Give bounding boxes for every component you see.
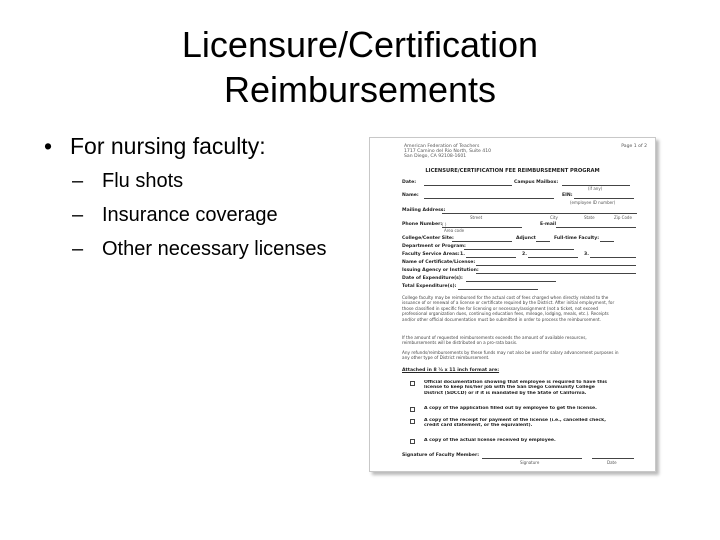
checklist-item — [410, 406, 640, 413]
slide-title-line2: Reimbursements — [223, 69, 497, 110]
checklist-line: District (SDCCD) or if it is mandated by the State of California. — [424, 390, 587, 396]
sub-item — [44, 232, 364, 266]
service-line — [590, 252, 636, 258]
dash-icon: – — [72, 238, 84, 260]
org-line: American Federation of Teachers — [404, 144, 480, 149]
adjunct-line — [536, 236, 550, 242]
form-row-mailing — [402, 208, 642, 215]
form-row-signature — [402, 453, 642, 460]
checklist-line: credit card statement, or the equivalent). — [424, 423, 533, 429]
policy-paragraph-2 — [402, 335, 640, 346]
checklist-line: Official documentation showing that employee is required to have this — [424, 380, 608, 385]
dept-label: Department or Program: — [402, 244, 466, 249]
org-line: 1717 Camino del Rio North, Suite 410 — [404, 149, 492, 155]
sub-item-text: Other necessary licenses — [102, 238, 327, 260]
college-line — [452, 236, 512, 242]
addr-col: City — [550, 215, 558, 220]
para-line: College faculty may be reimbursed for the actual cost of fees charged when directly related to the — [402, 295, 609, 300]
sub-item-text: Flu shots — [102, 170, 184, 192]
sig-cols-row — [402, 460, 642, 466]
para-line: and/or other official documentation must be submitted in order to process the reimbursement. — [402, 316, 601, 322]
ein-label: EIN: — [562, 193, 573, 198]
para-line: issuance of or renewal of a license or certificate required by the District. After initial employment, for — [402, 300, 615, 306]
signature-line — [482, 453, 582, 459]
checklist-text — [424, 438, 636, 443]
agency-label: Issuing Agency or Institution: — [402, 268, 479, 273]
para-line: reimbursements will be distributed on a pro-rata basis. — [402, 340, 518, 346]
checklist-line: A copy of the application filled out by employee to get the license. — [424, 406, 597, 411]
addr-cols-row — [402, 215, 642, 221]
checkbox-icon — [410, 381, 415, 386]
checkbox-icon — [410, 439, 415, 444]
mailbox-hint: (if any) — [588, 186, 603, 191]
para-line: any other type of District reimbursement. — [402, 355, 490, 361]
form-row-cert — [402, 260, 642, 267]
checkbox-icon — [410, 419, 415, 424]
mailing-label: Mailing Address: — [402, 208, 446, 213]
checklist-text — [424, 406, 636, 411]
bullet-text: For nursing faculty: — [70, 133, 266, 159]
addr-col: Street — [470, 215, 483, 220]
para-line: Any refunds/reimbursements by these funds may not also be used for salary advancement purposes in — [402, 350, 619, 355]
college-label: College/Center Site: — [402, 236, 454, 241]
form-row-name — [402, 193, 642, 200]
checklist-item — [410, 380, 640, 400]
checklist-line: A copy of the receipt for payment of the license (i.e., cancelled check, — [424, 418, 606, 423]
signature-label: Signature of Faculty Member: — [402, 453, 480, 458]
date-label: Date: — [402, 180, 417, 185]
checklist-text — [424, 380, 636, 396]
checklist-line: license to keep his/her job with the San Diego Community College — [424, 385, 595, 391]
checklist-line: A copy of the actual license received by employee. — [424, 438, 556, 443]
total-line — [458, 284, 538, 290]
form-row-expend — [402, 276, 642, 283]
area-code: Area code — [444, 228, 465, 233]
sub-item — [44, 198, 364, 232]
form-row-total — [402, 284, 642, 291]
mailbox-hint-row — [402, 186, 642, 192]
ein-line — [574, 193, 634, 199]
name-label: Name: — [402, 193, 419, 198]
para-line: If the amount of requested reimbursements exceeds the amount of available resources, — [402, 335, 587, 340]
mailing-line — [442, 208, 637, 214]
total-label: Total Expenditure(s): — [402, 284, 457, 289]
sub-item — [44, 164, 364, 198]
ein-hint: (employee ID number) — [570, 200, 616, 205]
checkbox-icon — [410, 407, 415, 412]
form-title: LICENSURE/CERTIFICATION FEE REIMBURSEMENT PROGRAM — [425, 168, 600, 174]
policy-paragraph-3 — [402, 350, 640, 361]
expend-label: Date of Expenditure(s): — [402, 276, 463, 281]
adjunct-label: Adjunct — [516, 236, 536, 241]
slide-title — [0, 22, 720, 112]
checklist-item — [410, 418, 640, 432]
bullet-list — [44, 128, 364, 266]
form-row-agency — [402, 268, 642, 275]
addr-col: Zip Code — [614, 215, 632, 220]
org-address — [404, 144, 494, 160]
fulltime-line — [600, 236, 614, 242]
bullet-item — [44, 128, 364, 164]
email-label: E-mail — [540, 222, 557, 227]
signature-date-line — [592, 453, 634, 459]
service-label: Faculty Service Areas: — [402, 252, 460, 257]
service-line — [466, 252, 516, 258]
dash-icon: – — [72, 204, 84, 226]
checklist-text — [424, 418, 636, 429]
para-line: those classified in specific fee for licensing or necessary/assignment (not a ticket, not exceed — [402, 305, 599, 311]
sig-col: Signature — [520, 460, 540, 465]
reimbursement-form-image — [369, 137, 656, 472]
form-row-service — [402, 252, 642, 259]
expend-line — [466, 276, 556, 282]
service-num: 3. — [584, 252, 589, 257]
policy-paragraph-1 — [402, 295, 640, 322]
attached-label: Attached in 8 ½ x 11 inch format are: — [402, 368, 500, 373]
para-line: professional organization dues, continuing education fees, mileage, lodging, meals, etc.). Receipts — [402, 311, 609, 317]
bullet-dot-icon: • — [44, 133, 53, 159]
slide-title-line1: Licensure/Certification — [181, 24, 539, 65]
fulltime-label: Full-time Faculty: — [554, 236, 600, 241]
form-row-college — [402, 236, 642, 243]
ein-hint-row — [402, 200, 642, 206]
service-line — [528, 252, 578, 258]
page-label: Page 1 of 2 — [621, 144, 647, 149]
mailbox-label: Campus Mailbox: — [514, 180, 559, 185]
addr-col: State — [584, 215, 595, 220]
phone-label: Phone Number: — [402, 222, 443, 227]
form-row-dept — [402, 244, 642, 251]
service-num: 1. — [460, 252, 465, 257]
sig-col: Date — [607, 460, 617, 465]
sub-item-text: Insurance coverage — [102, 204, 278, 226]
service-num: 2. — [522, 252, 527, 257]
cert-label: Name of Certificate/License: — [402, 260, 476, 265]
dash-icon: – — [72, 170, 84, 192]
dept-line — [464, 244, 574, 250]
org-line: San Diego, CA 92108-1601 — [404, 154, 467, 160]
area-code-row — [402, 228, 642, 234]
cert-line — [476, 260, 636, 266]
phone-paren: ( ) — [442, 222, 447, 227]
checklist-item — [410, 438, 640, 445]
name-line — [424, 193, 554, 199]
agency-line — [476, 268, 636, 274]
